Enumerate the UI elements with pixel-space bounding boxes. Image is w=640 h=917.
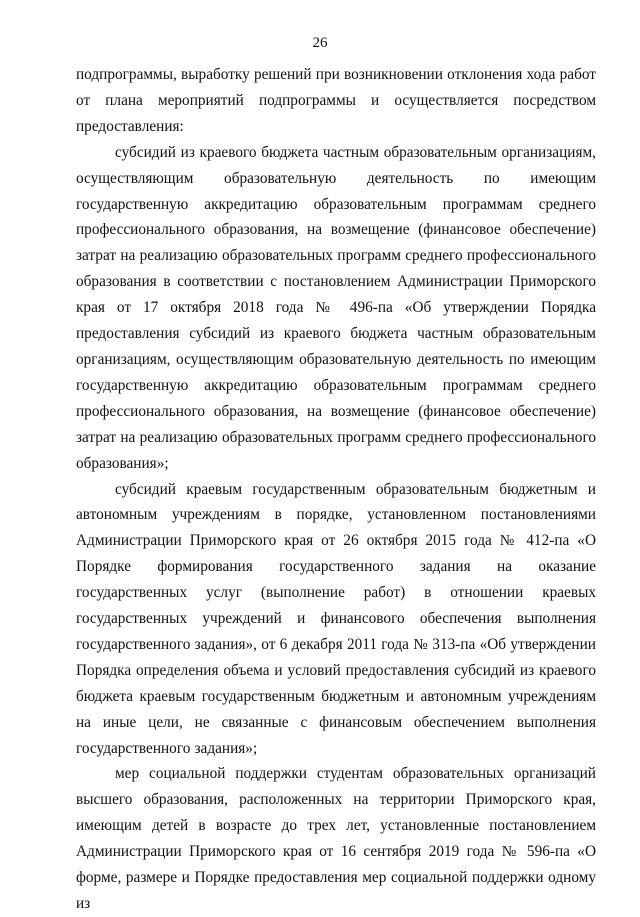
paragraph-student-social-support: мер социальной поддержки студентам образовательных организаций высшего образования, расположенных на территории Приморского края, имеющим детей в возрасте до трех лет, установленные постановлением Администрации Приморского края от 16 сентября 2019 года № 596-па «О форме, размере и Порядке предоставления мер социальной поддержки одному из xyxy=(76,765,596,912)
paragraph-continuation: подпрограммы, выработку решений при возникновении отклонения хода работ от плана мероприятий подпрограммы и осуществляется посредством предоставления: xyxy=(76,66,596,135)
document-body xyxy=(76,62,596,917)
page-number: 26 xyxy=(312,35,328,51)
paragraph-state-institution-subsidies: субсидий краевым государственным образовательным бюджетным и автономным учреждениям в порядке, установленном постановлениями Администрации Приморского края от 26 октября 2015 года № 412-па «О Порядке формирования государственного задания на оказание государственных услуг (выполнение работ) в отношении краевых государственных учреждений и финансового обеспечения выполнения государственного задания», от 6 декабря 2011 года № 313-па «Об утверждении Порядка определения объема и условий предоставления субсидий из краевого бюджета краевым государственным бюджетным и автономным учреждениям на иные цели, не связанные с финансовым обеспечением выполнения государственного задания»; xyxy=(76,480,596,757)
paragraph-private-org-subsidies: субсидий из краевого бюджета частным образовательным организациям, осуществляющим образовательную деятельность по имеющим государственную аккредитацию образовательным программам среднего профессионального образования, на возмещение (финансовое обеспечение) затрат на реализацию образовательных программ среднего профессионального образования в соответствии с постановлением Администрации Приморского края от 17 октября 2018 года № 496-па «Об утверждении Порядка предоставления субсидий из краевого бюджета частным образовательным организациям, осуществляющим образовательную деятельность по имеющим государственную аккредитацию образовательным программам среднего профессионального образования, на возмещение (финансовое обеспечение) затрат на реализацию образовательных программ среднего профессионального образования»; xyxy=(76,143,596,472)
